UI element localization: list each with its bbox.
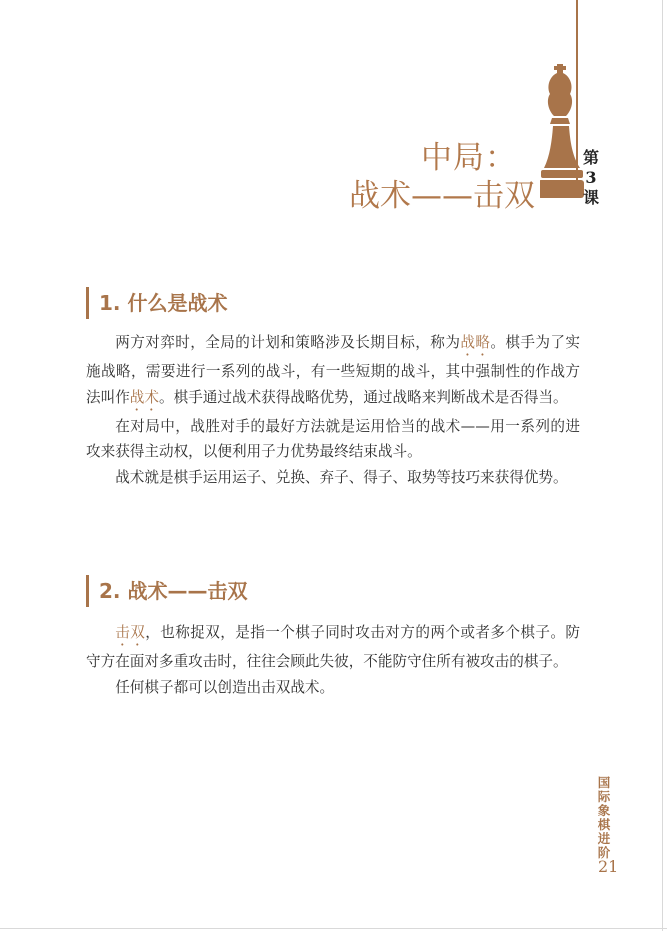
emphasized-term: 战略 <box>460 334 491 351</box>
paragraph <box>86 330 580 414</box>
text-run: 两方对弈时，全局的计划和策略涉及长期目标，称为 <box>115 334 461 351</box>
section-2-body <box>86 620 580 700</box>
chapter-title-line2: 战术——击双 <box>349 178 535 214</box>
page-number: 21 <box>598 857 619 876</box>
lesson-char: 课 <box>582 188 599 207</box>
lesson-number-tag <box>582 148 600 208</box>
book-title-char: 进 <box>597 831 611 846</box>
paragraph <box>86 620 580 675</box>
section-heading-1: 1. 什么是战术 <box>86 287 227 319</box>
page-edge-bottom <box>0 928 667 929</box>
book-title-char: 棋 <box>597 817 611 832</box>
section-1-body <box>86 330 580 490</box>
book-title-char: 国 <box>597 775 611 790</box>
book-title-char: 阶 <box>597 845 611 860</box>
paragraph: 在对局中，战胜对手的最好方法就是运用恰当的战术——用一系列的进攻来获得主动权，以便利用子力优势最终结束战斗。 <box>86 417 580 460</box>
running-book-title <box>597 776 611 860</box>
text-run: 。棋手为了实施战略，需要进行一系列的战斗，有一些短期的战斗，其中强制性的作战方法叫作 <box>86 334 580 406</box>
emphasized-term: 击双 <box>115 624 146 641</box>
lesson-char: 第 <box>582 148 599 167</box>
emphasized-term: 战术 <box>129 388 159 406</box>
chapter-title-line1: 中局： <box>421 140 517 176</box>
paragraph: 战术就是棋手运用运子、兑换、弃子、得子、取势等技巧来获得优势。 <box>115 468 568 486</box>
text-run: ，也称捉双，是指一个棋子同时攻击对方的两个或者多个棋子。防守方在面对多重攻击时，往往会顾此失彼，不能防守住所有被攻击的棋子。 <box>86 624 580 670</box>
chess-pawn-icon <box>540 60 584 210</box>
text-run: 。棋手通过战术获得战略优势，通过战略来判断战术是否得当。 <box>159 388 568 406</box>
lesson-char: 3 <box>585 168 597 187</box>
page-edge <box>662 0 663 931</box>
paragraph: 任何棋子都可以创造出击双战术。 <box>115 678 335 696</box>
section-heading-2: 2. 战术——击双 <box>86 575 247 607</box>
book-title-char: 象 <box>597 803 611 818</box>
book-title-char: 际 <box>597 789 611 804</box>
